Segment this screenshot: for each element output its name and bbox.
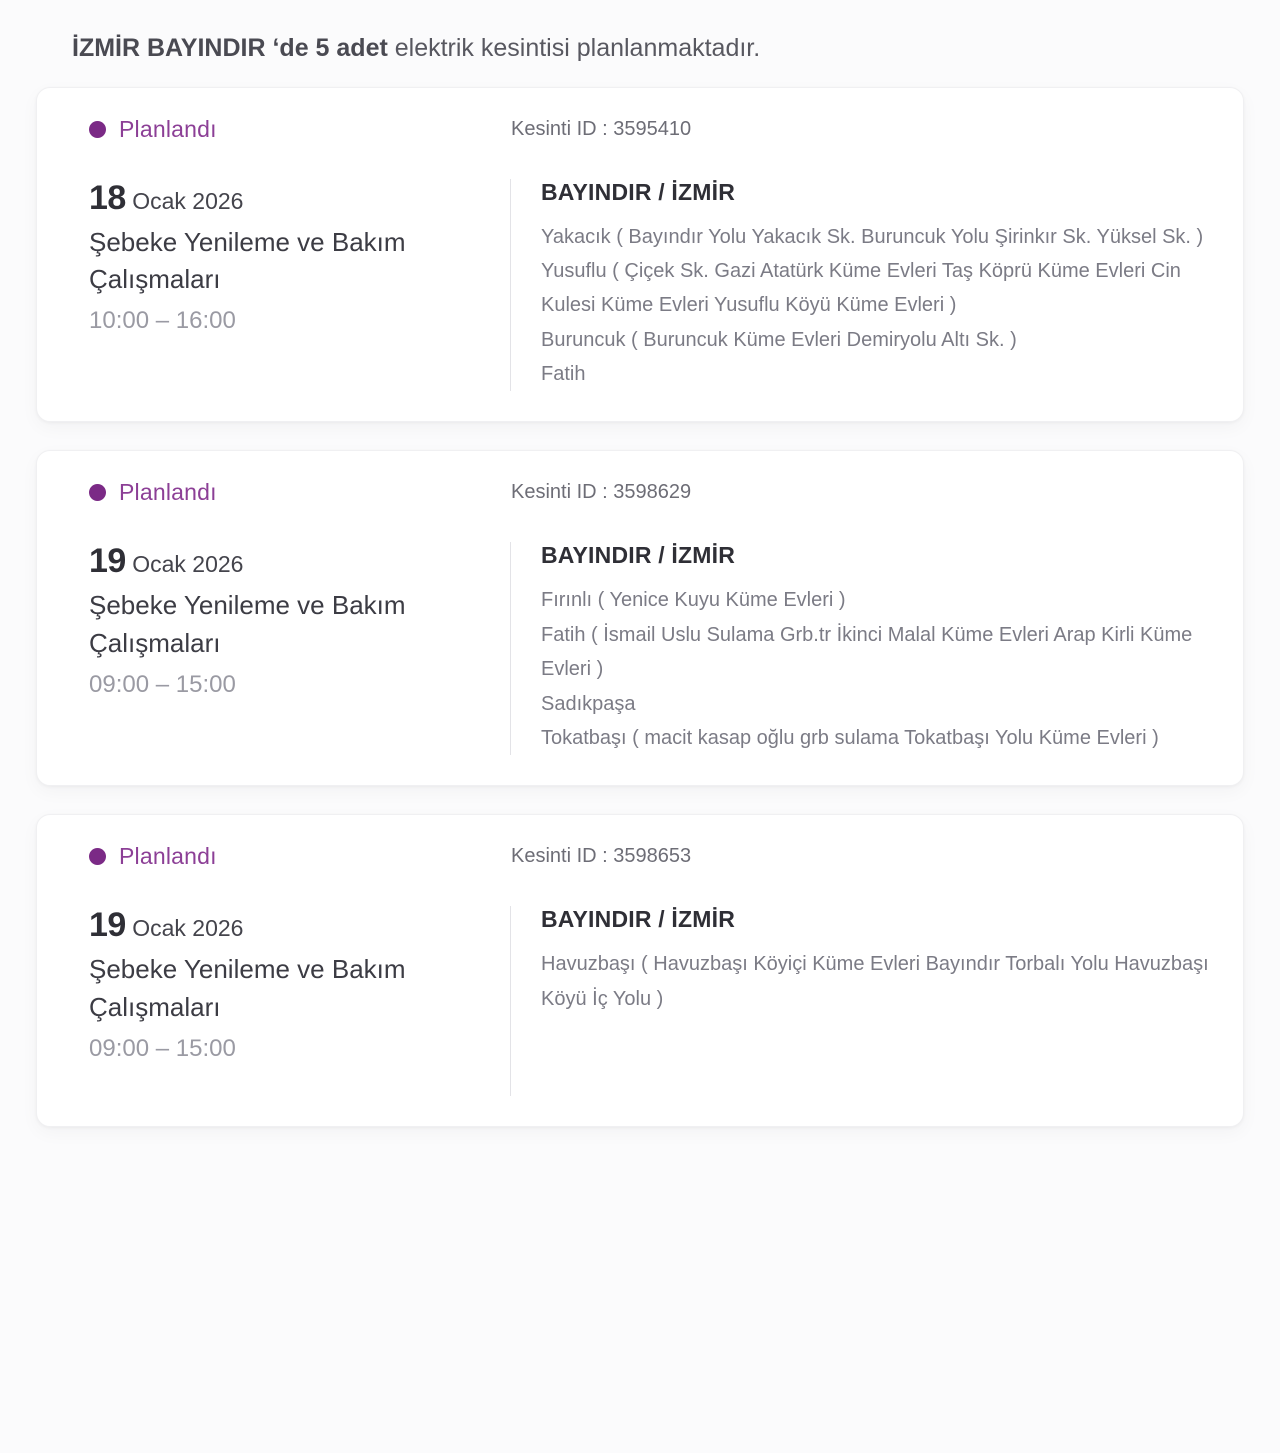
outage-work-type: Şebeke Yenileme ve Bakım Çalışmaları [89, 590, 406, 659]
outage-card-header [71, 116, 1209, 143]
outage-area: Sadıkpaşa [541, 692, 636, 715]
outage-area-list [541, 583, 1209, 755]
outage-date [89, 542, 486, 581]
status-label: Planlandı [119, 115, 217, 142]
outage-area: Fırınlı ( Yenice Kuyu Küme Evleri ) [541, 589, 846, 612]
outage-area: Buruncuk ( Buruncuk Küme Evleri Demiryolu Altı Sk. ) [541, 328, 1017, 351]
outage-schedule [71, 179, 511, 392]
status-badge [71, 843, 511, 870]
outage-area: Yakacık ( Bayındır Yolu Yakacık Sk. Buruncuk Yolu Şirinkır Sk. Yüksel Sk. ) [541, 225, 1204, 248]
status-badge [71, 116, 511, 143]
outage-region: BAYINDIR / İZMİR [541, 178, 736, 205]
intro-highlight: İZMİR BAYINDIR ‘de 5 adet [72, 34, 388, 62]
outage-month-year: Ocak 2026 [132, 187, 244, 214]
outage-location [511, 906, 1209, 1096]
outage-card-body [71, 542, 1209, 755]
outage-card-header [71, 479, 1209, 506]
outage-area: Tokatbaşı ( macit kasap oğlu grb sulama Tokatbaşı Yolu Küme Evleri ) [541, 727, 1159, 750]
page-intro [24, 0, 1256, 87]
outage-region: BAYINDIR / İZMİR [541, 906, 736, 933]
status-label: Planlandı [119, 843, 217, 870]
outage-card[interactable] [36, 450, 1244, 786]
outage-time-range: 10:00 – 16:00 [89, 306, 236, 334]
outage-location [511, 542, 1209, 755]
outage-day: 18 [89, 178, 126, 217]
outage-area-list [541, 947, 1209, 1016]
outage-day: 19 [89, 542, 126, 581]
outage-location [511, 179, 1209, 392]
outage-area-list [541, 220, 1209, 392]
outage-work-type: Şebeke Yenileme ve Bakım Çalışmaları [89, 954, 406, 1023]
outage-month-year: Ocak 2026 [132, 915, 244, 942]
outage-card-header [71, 843, 1209, 870]
outage-schedule [71, 542, 511, 755]
outage-date [89, 906, 486, 945]
outage-date [89, 179, 486, 218]
outage-card[interactable] [36, 814, 1244, 1127]
outage-id: Kesinti ID : 3598629 [511, 481, 692, 504]
outage-area: Havuzbaşı ( Havuzbaşı Köyiçi Küme Evleri Bayındır Torbalı Yolu Havuzbaşı Köyü İç Yolu ) [541, 953, 1209, 1010]
outage-region: BAYINDIR / İZMİR [541, 542, 736, 569]
outage-month-year: Ocak 2026 [132, 551, 244, 578]
outage-time-range: 09:00 – 15:00 [89, 670, 236, 698]
outage-schedule [71, 906, 511, 1096]
outage-card-body [71, 179, 1209, 392]
status-badge [71, 479, 511, 506]
outage-card[interactable] [36, 87, 1244, 423]
outage-work-type: Şebeke Yenileme ve Bakım Çalışmaları [89, 226, 406, 295]
outage-area: Fatih ( İsmail Uslu Sulama Grb.tr İkinci Malal Küme Evleri Arap Kirli Küme Evleri ) [541, 623, 1193, 681]
outage-area: Yusuflu ( Çiçek Sk. Gazi Atatürk Küme Evleri Taş Köprü Küme Evleri Cin Kulesi Küme Evleri Yusuflu Köyü Küme Evleri ) [541, 259, 1181, 317]
status-label: Planlandı [119, 479, 217, 506]
outage-time-range: 09:00 – 15:00 [89, 1034, 236, 1062]
intro-text: elektrik kesintisi planlanmaktadır. [387, 34, 761, 62]
outage-id: Kesinti ID : 3595410 [511, 117, 692, 140]
outage-day: 19 [89, 906, 126, 945]
outage-id: Kesinti ID : 3598653 [511, 845, 692, 868]
outage-area: Fatih [541, 363, 586, 386]
status-dot-icon [89, 848, 106, 865]
status-dot-icon [89, 121, 106, 138]
outage-card-body [71, 906, 1209, 1096]
outage-cards [24, 87, 1256, 1128]
status-dot-icon [89, 484, 106, 501]
